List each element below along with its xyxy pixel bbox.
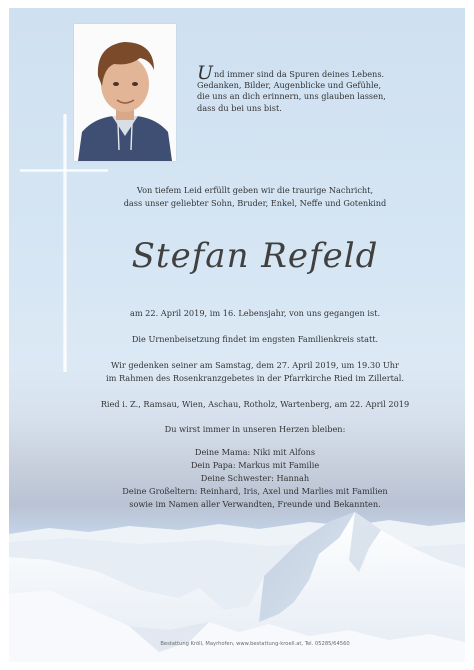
place-and-date: Ried i. Z., Ramsau, Wien, Aschau, Rotholz, Wartenberg, am 22. April 2019	[100, 399, 410, 409]
memorial-line: im Rahmen des Rosenkranzgebetes in der Pfarrkirche Ried im Zillertal.	[105, 373, 405, 383]
cross-icon-bar	[20, 169, 108, 172]
mourner-entry: sowie im Namen aller Verwandten, Freunde und Bekannten.	[129, 499, 381, 509]
mountain-landscape	[9, 502, 465, 662]
mourner-entry: Deine Mama: Niki mit Alfons	[194, 447, 316, 457]
deceased-name: Stefan Refeld	[131, 236, 379, 276]
mourner-entry: Dein Papa: Markus mit Familie	[190, 460, 320, 470]
mourner-entry: Deine Schwester: Hannah	[200, 473, 310, 483]
death-info: am 22. April 2019, im 16. Lebensjahr, von uns gegangen ist.	[129, 308, 381, 318]
quote-line: nd immer sind da Spuren deines Lebens.	[214, 69, 385, 79]
mourner-entry: Deine Großeltern: Reinhard, Iris, Axel und Marlies mit Familien	[122, 486, 388, 496]
funeral-home-footer: Bestattung Kröll, Mayrhofen, www.bestattung-kroell.at, Tel. 05285/64560	[160, 641, 350, 647]
announcement-line: dass unser geliebter Sohn, Bruder, Enkel, Neffe und Gotenkind	[123, 198, 387, 208]
quote-initial: U	[197, 62, 214, 84]
portrait-photo	[74, 24, 176, 161]
quote-line: die uns an dich erinnern, uns glauben lassen,	[197, 91, 386, 102]
announcement-text	[49, 184, 461, 210]
quote-line: Gedanken, Bilder, Augenblicke und Gefühle,	[197, 80, 382, 91]
memorial-quote	[197, 62, 437, 114]
mourners-list	[49, 446, 461, 511]
memorial-line: Wir gedenken seiner am Samstag, dem 27. April 2019, um 19.30 Uhr	[111, 360, 399, 370]
announcement-line: Von tiefem Leid erfüllt geben wir die traurige Nachricht,	[136, 185, 374, 195]
obituary-card	[9, 8, 465, 662]
mourners-intro: Du wirst immer in unseren Herzen bleiben:	[164, 424, 346, 434]
funeral-info: Die Urnenbeisetzung findet im engsten Familienkreis statt.	[131, 334, 379, 344]
memorial-service-info	[49, 359, 461, 385]
quote-line: dass du bei uns bist.	[197, 102, 282, 113]
